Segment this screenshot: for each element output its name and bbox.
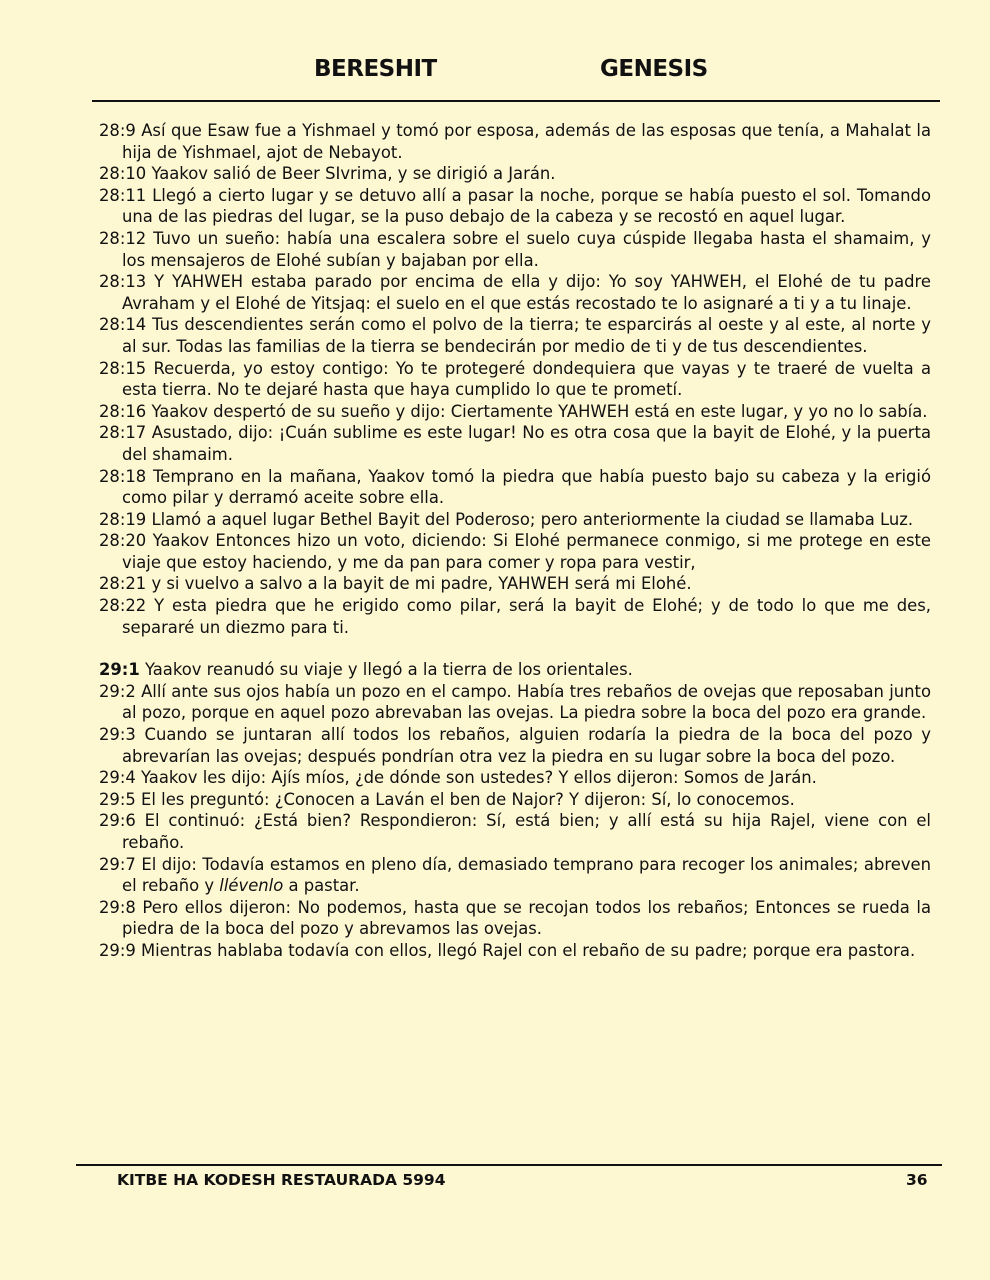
verse: 29:8 Pero ellos dijeron: No podemos, hasta que se recojan todos los rebaños; Entonces se rueda la piedra de la boca del pozo y abrevamos las ovejas. bbox=[99, 897, 931, 939]
verse: 29:6 El continuó: ¿Está bien? Respondieron: Sí, está bien; y allí está su hija Rajel, viene con el rebaño. bbox=[99, 811, 931, 852]
verse: 28:10 Yaakov salió de Beer SIvrima, y se dirigió a Jarán. bbox=[99, 164, 556, 184]
verse: 28:16 Yaakov despertó de su sueño y dijo: Ciertamente YAHWEH está en este lugar, y yo no lo sabía. bbox=[99, 401, 928, 421]
verse: 28:11 Llegó a cierto lugar y se detuvo allí a pasar la noche, porque se había puesto el sol. Tomando una de las piedras del lugar, se la puso debajo de la cabeza y se recostó en aquel lugar. bbox=[99, 185, 931, 227]
verse: 28:19 Llamó a aquel lugar Bethel Bayit del Poderoso; pero anteriormente la ciudad se llamaba Luz. bbox=[99, 509, 914, 529]
verse: 28:20 Yaakov Entonces hizo un voto, diciendo: Si Elohé permanece conmigo, si me protege en este viaje que estoy haciendo, y me da pan para comer y ropa para vestir, bbox=[99, 531, 931, 572]
header-book-spanish: GENESIS bbox=[600, 56, 708, 82]
verse: 28:9 Así que Esaw fue a Yishmael y tomó por esposa, además de las esposas que tenía, a Mahalat la hija de Yishmael, ajot de Nebayot. bbox=[99, 121, 931, 162]
verse: 29:3 Cuando se juntaran allí todos los rebaños, alguien rodaría la piedra de la boca del pozo y abrevarían las ovejas; después pondrían otra vez la piedra en su lugar sobre la boca del pozo. bbox=[99, 725, 931, 766]
verse: 28:13 Y YAHWEH estaba parado por encima de ella y dijo: Yo soy YAHWEH, el Elohé de tu padre Avraham y el Elohé de Yitsjaq: el suelo en el que estás recostado te lo asignaré a ti y a tu linaje. bbox=[99, 272, 931, 313]
verse: 28:18 Temprano en la mañana, Yaakov tomó la piedra que había puesto bajo su cabeza y la erigió como pilar y derramó aceite sobre ella. bbox=[99, 466, 931, 508]
verse-text: 29:7 El dijo: Todavía estamos en pleno día, demasiado temprano para recoger los animales; abreven el rebaño y bbox=[99, 854, 931, 896]
verse-text: a pastar. bbox=[283, 876, 360, 896]
verse bbox=[99, 854, 931, 897]
verse-italic-word: llévenlo bbox=[219, 876, 284, 896]
verse: 28:22 Y esta piedra que he erigido como pilar, será la bayit de Elohé; y de todo lo que me des, separaré un diezmo para ti. bbox=[99, 596, 931, 637]
verse: 28:21 y si vuelvo a salvo a la bayit de mi padre, YAHWEH será mi Elohé. bbox=[99, 574, 692, 594]
verse: 28:17 Asustado, dijo: ¡Cuán sublime es este lugar! No es otra cosa que la bayit de Elohé, y la puerta del shamaim. bbox=[99, 423, 931, 464]
verse: 28:15 Recuerda, yo estoy contigo: Yo te protegeré dondequiera que vayas y te traeré de vuelta a esta tierra. No te dejaré hasta que haya cumplido lo que te prometí. bbox=[99, 358, 931, 400]
chapter-start-verse bbox=[99, 659, 931, 681]
page-number: 36 bbox=[906, 1171, 928, 1189]
verse: 29:2 Allí ante sus ojos había un pozo en el campo. Había tres rebaños de ovejas que reposaban junto al pozo, porque en aquel pozo abrevaban las ovejas. La piedra sobre la boca del pozo era grande. bbox=[99, 681, 931, 723]
verse: 29:4 Yaakov les dijo: Ajís míos, ¿de dónde son ustedes? Y ellos dijeron: Somos de Jarán. bbox=[99, 768, 817, 788]
footer-title: KITBE HA KODESH RESTAURADA 5994 bbox=[117, 1171, 446, 1189]
verse: 28:12 Tuvo un sueño: había una escalera sobre el suelo cuya cúspide llegaba hasta el shamaim, y los mensajeros de Elohé subían y bajaban por ella. bbox=[99, 228, 931, 270]
footer-divider bbox=[76, 1164, 942, 1166]
verse: 29:5 El les preguntó: ¿Conocen a Laván el ben de Najor? Y dijeron: Sí, lo conocemos. bbox=[99, 789, 795, 809]
header-book-hebrew: BERESHIT bbox=[314, 56, 437, 82]
verse: 28:14 Tus descendientes serán como el polvo de la tierra; te esparcirás al oeste y al este, al norte y al sur. Todas las familias de la tierra se bendecirán por medio de ti y de tus descendientes. bbox=[99, 315, 931, 356]
text-body bbox=[99, 120, 931, 962]
chapter-gap bbox=[99, 638, 931, 659]
page-header bbox=[0, 56, 990, 92]
verse: 29:9 Mientras hablaba todavía con ellos, llegó Rajel con el rebaño de su padre; porque era pastora. bbox=[99, 940, 916, 960]
header-divider bbox=[92, 100, 940, 102]
chapter-ref: 29:1 bbox=[99, 660, 140, 680]
verse-text: Yaakov reanudó su viaje y llegó a la tierra de los orientales. bbox=[139, 660, 633, 680]
